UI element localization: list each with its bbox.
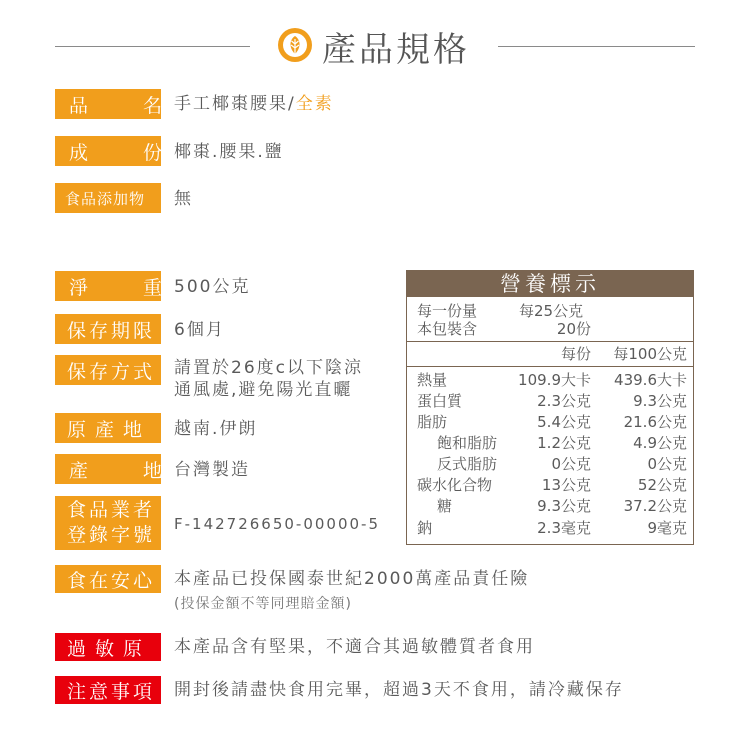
nutrient-per-100g: 9毫克 [647, 519, 687, 537]
nutrient-per-serving: 5.4公克 [537, 413, 591, 431]
storage-value-line2: 通風處,避免陽光直曬 [174, 380, 353, 400]
allergen-value: 本產品含有堅果，不適合其過敏體質者食用 [174, 637, 535, 657]
nutrient-per-serving: 1.2公克 [537, 434, 591, 452]
origin-label: 原產地 [55, 413, 161, 443]
allergen-label: 過敏原 [55, 633, 161, 661]
shelf-life-value: 6個月 [174, 320, 225, 340]
safety-value-line2: (投保金額不等同理賠金額) [174, 596, 352, 612]
nutrient-per-serving: 2.3毫克 [537, 519, 591, 537]
nutrition-facts-table [406, 270, 694, 545]
nutrient-name: 鈉 [417, 519, 433, 537]
nutrient-name: 飽和脂肪 [437, 434, 498, 452]
nutrient-per-serving: 13公克 [541, 476, 591, 494]
servings-per-package-value: 20份 [556, 320, 591, 338]
producer-value: 台灣製造 [174, 460, 250, 480]
ingredients-value: 椰棗.腰果.鹽 [174, 142, 284, 162]
nutrient-name: 碳水化合物 [417, 476, 493, 494]
nutrient-per-100g: 0公克 [647, 455, 687, 473]
nutrient-per-100g: 21.6公克 [623, 413, 687, 431]
vegan-tag: 全素 [295, 94, 334, 114]
origin-value: 越南.伊朗 [174, 419, 258, 439]
title-rule-left [55, 46, 250, 47]
shelf-life-label: 保存期限 [55, 314, 161, 344]
storage-value-line1: 請置於26度c以下陰涼 [174, 358, 363, 378]
additives-label: 食品添加物 [55, 183, 161, 213]
nutrient-per-100g: 37.2公克 [623, 497, 687, 515]
page-title: 產品規格 [322, 30, 470, 70]
nutrient-name: 熱量 [417, 371, 448, 389]
notice-label: 注意事項 [55, 676, 161, 704]
title-rule-right [498, 46, 695, 47]
product-name-value: 手工椰棗腰果/全素 [174, 94, 334, 114]
notice-value: 開封後請盡快食用完畢，超過3天不食用，請冷藏保存 [174, 680, 624, 700]
nutrient-name: 糖 [437, 497, 453, 515]
producer-label: 產 地 [55, 454, 161, 484]
nutrient-per-100g: 439.6大卡 [614, 371, 687, 389]
nutrient-per-100g: 52公克 [637, 476, 687, 494]
servings-per-package-label: 本包裝含 [417, 320, 478, 338]
leaf-logo-icon [277, 27, 313, 63]
nutrition-divider-1 [407, 341, 693, 342]
storage-label: 保存方式 [55, 355, 161, 385]
nutrient-name: 脂肪 [417, 413, 448, 431]
nutrition-divider-2 [407, 366, 693, 367]
business-registration-value: F-142726650-00000-5 [174, 515, 381, 533]
nutrient-name: 反式脂肪 [437, 455, 498, 473]
nutrient-per-serving: 2.3公克 [537, 392, 591, 410]
serving-size-value: 每25公克 [519, 302, 584, 320]
nutrient-per-serving: 109.9大卡 [518, 371, 591, 389]
ingredients-label: 成 份 [55, 136, 161, 166]
nutrient-per-serving: 0公克 [551, 455, 591, 473]
business-registration-label: 食品業者 登錄字號 [55, 496, 161, 550]
product-name-label: 品 名 [55, 89, 161, 119]
nutrient-per-100g: 9.3公克 [633, 392, 687, 410]
nutrient-per-100g: 4.9公克 [633, 434, 687, 452]
safety-value-line1: 本產品已投保國泰世紀2000萬產品責任險 [174, 569, 530, 589]
nutrient-name: 蛋白質 [417, 392, 463, 410]
column-header-per-serving: 每份 [560, 345, 591, 363]
column-header-per-100g: 每100公克 [613, 345, 687, 363]
safety-label: 食在安心 [55, 565, 161, 593]
nutrition-title: 營養標示 [407, 271, 693, 297]
serving-size-label: 每一份量 [417, 302, 478, 320]
nutrient-per-serving: 9.3公克 [537, 497, 591, 515]
net-weight-label: 淨 重 [55, 271, 161, 301]
net-weight-value: 500公克 [174, 277, 251, 297]
additives-value: 無 [174, 189, 191, 209]
